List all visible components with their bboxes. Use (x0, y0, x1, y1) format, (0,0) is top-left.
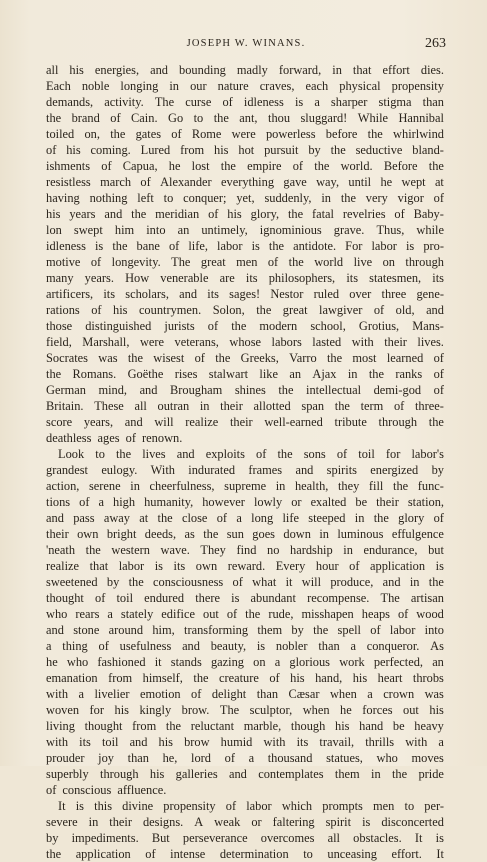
text-line: who rears a stately edifice out of the rude, misshapen heaps of wood (46, 607, 444, 621)
text-line: the application of intense determination to unceasing effort. It (46, 847, 444, 861)
text-line: lon swept him into an untimely, ignominious grave. Thus, while (46, 223, 444, 237)
text-line: woven for his kingly brow. The sculptor, when he forces out his (46, 703, 444, 717)
text-line: realize that labor is its own reward. Every hour of application is (46, 559, 444, 573)
text-line: resistless march of Alexander everything gave way, until he wept at (46, 175, 444, 189)
text-line: and pass away at the close of a long life steeped in the glory of (46, 511, 444, 525)
text-line: Britain. These all outran in their allotted span the term of three- (46, 399, 444, 413)
text-line: all his energies, and bounding madly forward, in that effort dies. (46, 63, 444, 77)
text-line: his years and the meridian of his glory, the fatal revelries of Baby- (46, 207, 444, 221)
text-line: of his coming. Lured from his hot pursuit by the seductive bland- (46, 143, 444, 157)
text-line: artificers, its scholars, and its sages! Nestor ruled over three gene- (46, 287, 444, 301)
text-line: many years. How venerable are its philosophers, its statesmen, its (46, 271, 444, 285)
text-line: a thing of usefulness and beauty, is nobler than a conqueror. As (46, 639, 444, 653)
page-header (46, 36, 446, 52)
text-line: ishments of Capua, he lost the empire of the world. Before the (46, 159, 444, 173)
running-head: JOSEPH W. WINANS. (186, 38, 306, 49)
text-line: tions of a high humanity, however lowly or exalted be their station, (46, 495, 444, 509)
text-line: field, Marshall, were veterans, whose labors lasted with their lives. (46, 335, 444, 349)
text-line: the Romans. Goëthe rises stalwart like an Ajax in the ranks of (46, 367, 444, 381)
text-line: score years, and will realize their well-earned tribute through the (46, 415, 444, 429)
text-line: idleness is the bane of life, labor is the antidote. For labor is pro- (46, 239, 444, 253)
text-line: living thought from the reluctant marble, though his hand be heavy (46, 719, 444, 733)
text-line: 'neath the western wave. They find no hardship in endurance, but (46, 543, 444, 557)
text-line: action, serene in cheerfulness, supreme in health, they fill the func- (46, 479, 444, 493)
text-line: with a livelier emotion of delight than Cæsar when a crown was (46, 687, 444, 701)
text-line: their own bright deeds, as the sun goes down in luminous effulgence (46, 527, 444, 541)
text-line: thought of toil endured there is abundant recompense. The artisan (46, 591, 444, 605)
text-line: those distinguished jurists of the modern school, Grotius, Mans- (46, 319, 444, 333)
text-line: emanation from himself, the creature of his hand, his heart throbs (46, 671, 444, 685)
text-line: sweetened by the consciousness of what it will produce, and in the (46, 575, 444, 589)
text-line: with its toil and his brow humid with its travail, thrills with a (46, 735, 444, 749)
text-line: rations of his countrymen. Solon, the great lawgiver of old, and (46, 303, 444, 317)
text-line: he who fashioned it stands gazing on a glorious work perfected, an (46, 655, 444, 669)
text-line: Look to the lives and exploits of the sons of toil for labor's (58, 447, 444, 461)
text-line: of conscious affluence. (46, 783, 167, 797)
text-line: It is this divine propensity of labor which prompts men to per- (58, 799, 444, 813)
page-number: 263 (425, 36, 446, 51)
text-line: severe in their designs. A weak or faltering spirit is disconcerted (46, 815, 444, 829)
text-line: motive of longevity. The great men of the world live on through (46, 255, 444, 269)
text-line: German mind, and Brougham shines the intellectual demi-god of (46, 383, 444, 397)
text-line: prouder joy than he, lord of a thousand statues, who moves (46, 751, 444, 765)
text-line: superbly through his galleries and contemplates them in the pride (46, 767, 444, 781)
text-line: Socrates was the wisest of the Greeks, Varro the most learned of (46, 351, 444, 365)
text-line: grandest eulogy. With indurated frames and spirits energized by (46, 463, 444, 477)
body-text (46, 62, 444, 862)
text-line: demands, activity. The curse of idleness is a sharper stigma than (46, 95, 444, 109)
text-line: toiled on, the gates of Rome were powerless before the whirlwind (46, 127, 444, 141)
text-line: and stone around him, transforming them by the spell of labor into (46, 623, 444, 637)
text-line: by impediments. But perseverance overcomes all obstacles. It is (46, 831, 444, 845)
text-line: having nothing left to conquer; yet, suddenly, in the very vigor of (46, 191, 444, 205)
text-line: the brand of Cain. Go to the ant, thou sluggard! While Hannibal (46, 111, 444, 125)
text-line: Each noble longing in our nature craves, each physical propensity (46, 79, 444, 93)
text-line: deathless ages of renown. (46, 431, 183, 445)
